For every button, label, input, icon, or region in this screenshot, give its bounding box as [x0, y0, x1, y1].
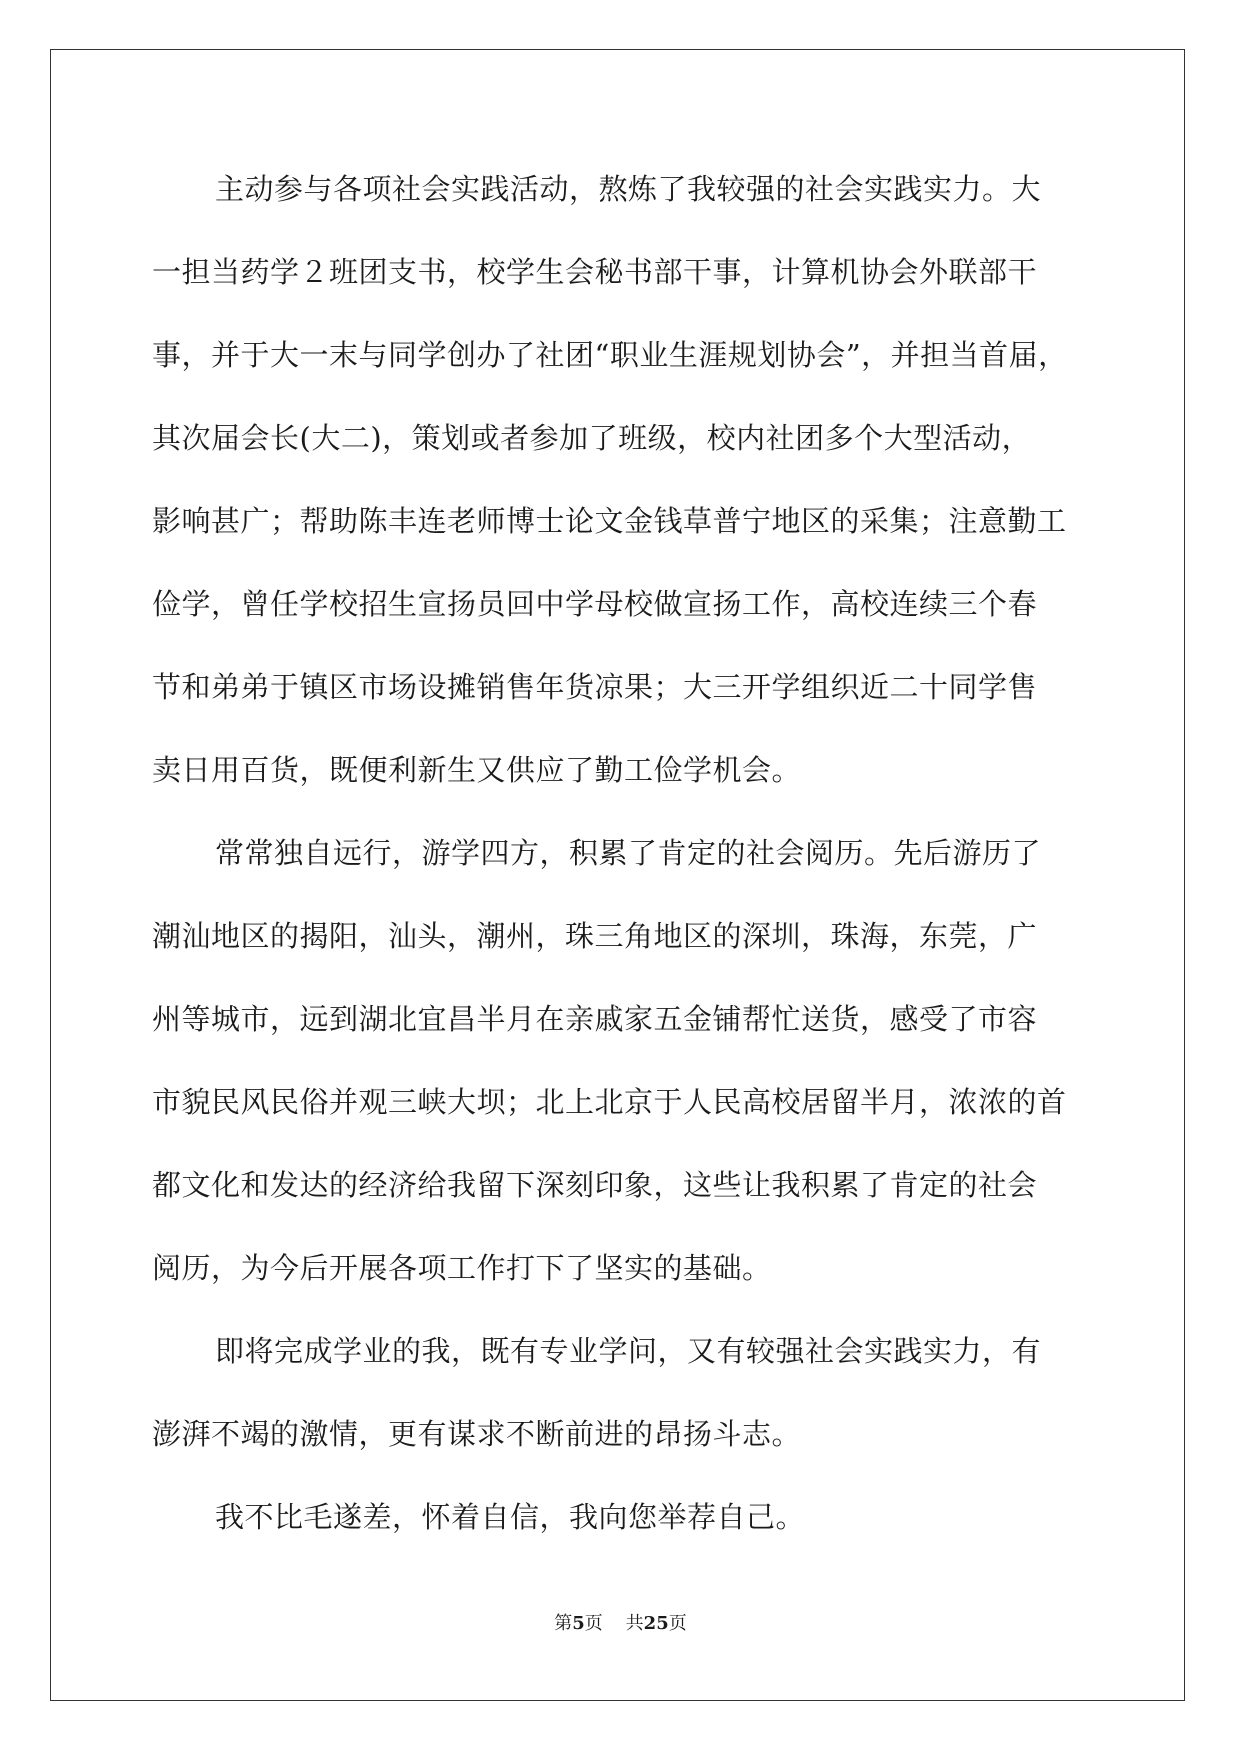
text-line: 其次届会长(大二)，策划或者参加了班级，校内社团多个大型活动，: [152, 421, 1032, 455]
page-number: 5: [572, 1613, 585, 1634]
total-pages: 25: [643, 1613, 669, 1634]
text-line: 事，并于大一末与同学创办了社团“职业生涯规划协会”，并担当首届，: [152, 338, 1068, 372]
text-line: 潮汕地区的揭阳，汕头，潮州，珠三角地区的深圳，珠海，东莞，广: [152, 919, 1038, 953]
text-line: 澎湃不竭的激情，更有谋求不断前进的昂扬斗志。: [152, 1417, 802, 1451]
footer-total-prefix: 共: [625, 1613, 644, 1634]
text-line: 影响甚广；帮助陈丰连老师博士论文金钱草普宁地区的采集；注意勤工: [152, 504, 1067, 538]
text-line: 都文化和发达的经济给我留下深刻印象，这些让我积累了肯定的社会: [152, 1168, 1038, 1202]
document-body: [152, 164, 1090, 1575]
text-line: 阅历，为今后开展各项工作打下了坚实的基础。: [152, 1251, 772, 1285]
page-footer: [0, 1612, 1241, 1636]
footer-total-suffix: 页: [668, 1613, 687, 1634]
text-line: 常常独自远行，游学四方，积累了肯定的社会阅历。先后游历了: [215, 836, 1042, 870]
text-line: 市貌民风民俗并观三峡大坝；北上北京于人民高校居留半月，浓浓的首: [152, 1085, 1067, 1119]
text-line: 节和弟弟于镇区市场设摊销售年货凉果；大三开学组织近二十同学售: [152, 670, 1038, 704]
footer-prefix: 第: [554, 1613, 573, 1634]
text-line: 即将完成学业的我，既有专业学问，又有较强社会实践实力，有: [215, 1334, 1042, 1368]
text-line: 州等城市，远到湖北宜昌半月在亲戚家五金铺帮忙送货，感受了市容: [152, 1002, 1038, 1036]
text-line: 我不比毛遂差，怀着自信，我向您举荐自己。: [215, 1500, 806, 1534]
text-line: 俭学，曾任学校招生宣扬员回中学母校做宣扬工作，高校连续三个春: [152, 587, 1038, 621]
text-line: 一担当药学２班团支书，校学生会秘书部干事，计算机协会外联部干: [152, 255, 1038, 289]
text-line: 主动参与各项社会实践活动，熬炼了我较强的社会实践实力。大: [215, 172, 1042, 206]
footer-page-suffix: 页: [584, 1613, 603, 1634]
text-line: 卖日用百货，既便利新生又供应了勤工俭学机会。: [152, 753, 802, 787]
